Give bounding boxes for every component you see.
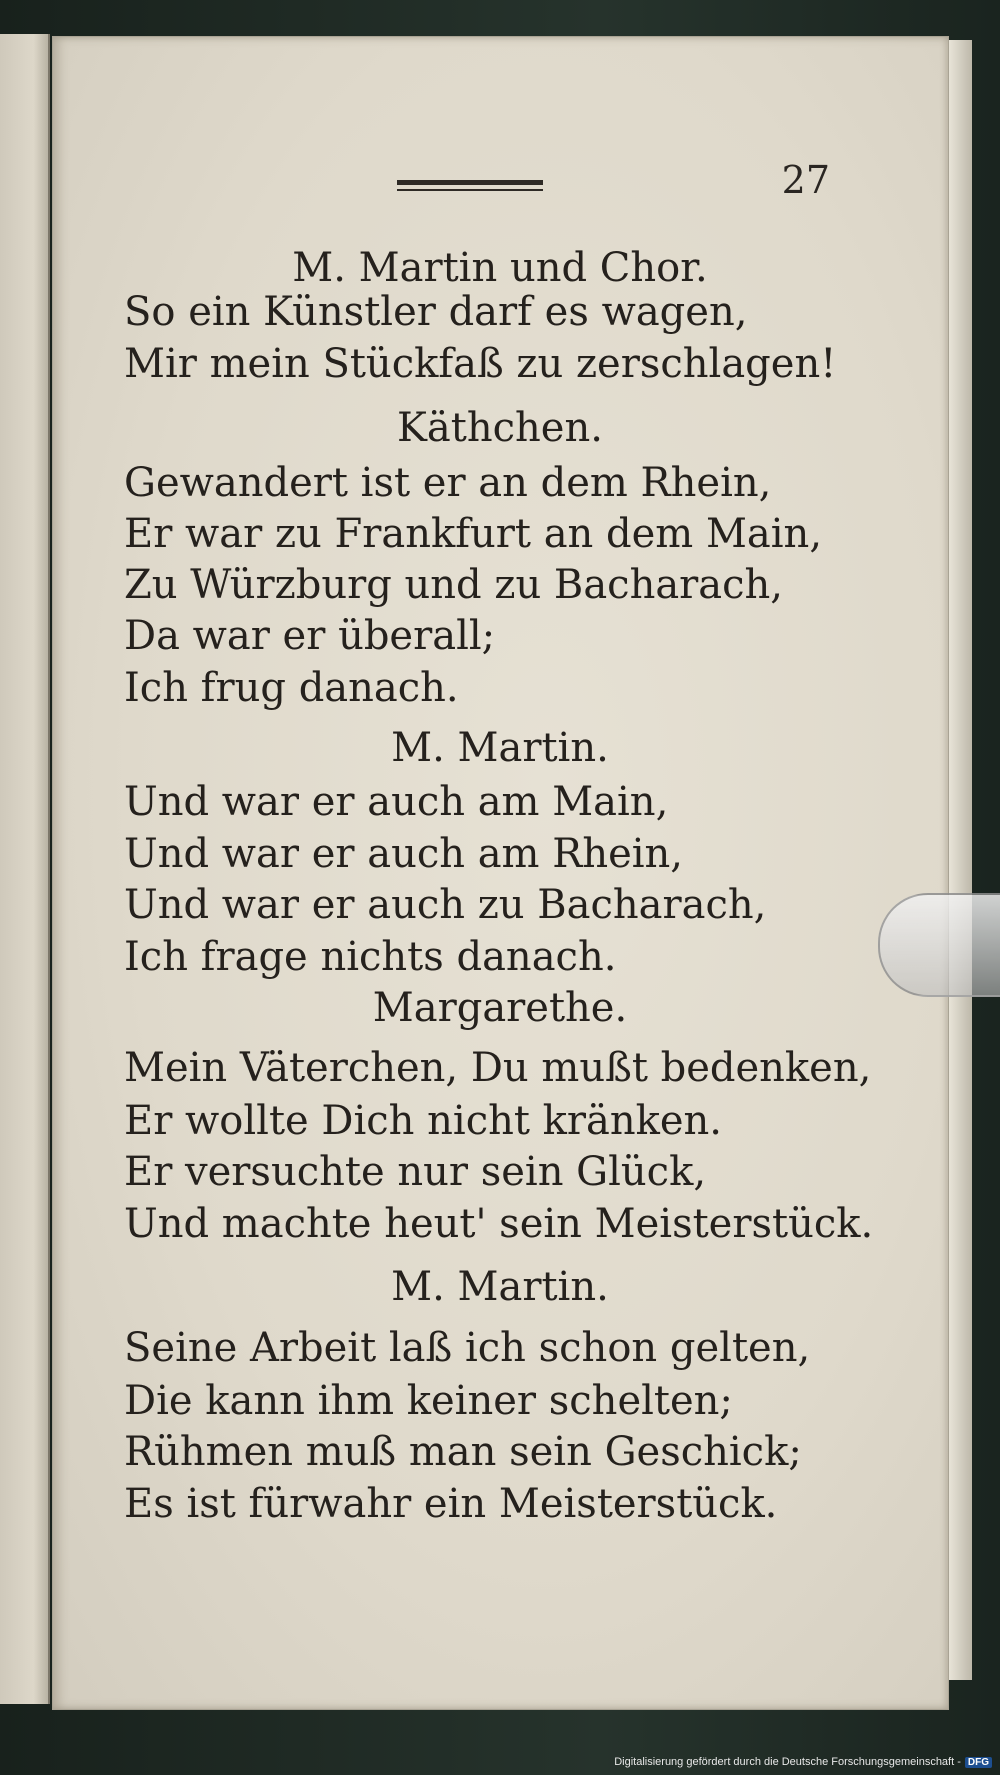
- credit-text: Digitalisierung gefördert durch die Deutsche Forschungsgemeinschaft -: [614, 1756, 961, 1768]
- verse-line: Er war zu Frankfurt an dem Main,: [124, 511, 823, 557]
- page-number: 27: [781, 158, 830, 202]
- speaker-heading: Käthchen.: [397, 405, 603, 451]
- verse-line: Und war er auch am Main,: [124, 779, 669, 825]
- verse-line: Da war er überall;: [124, 613, 496, 659]
- verse-line: Er wollte Dich nicht kränken.: [124, 1098, 723, 1144]
- verse-line: So ein Künstler darf es wagen,: [124, 289, 748, 335]
- page-clip: [878, 893, 1000, 997]
- verse-line: Und war er auch zu Bacharach,: [124, 882, 767, 928]
- verse-line: Er versuchte nur sein Glück,: [124, 1149, 707, 1195]
- header-rule: [397, 180, 543, 191]
- verse-line: Gewandert ist er an dem Rhein,: [124, 460, 772, 506]
- verse-line: Mir mein Stückfaß zu zerschlagen!: [124, 341, 837, 387]
- verse-line: Es ist fürwahr ein Meisterstück.: [124, 1481, 778, 1527]
- verse-line: Mein Väterchen, Du mußt bedenken,: [124, 1045, 872, 1091]
- verse-line: Die kann ihm keiner schelten;: [124, 1378, 733, 1424]
- speaker-heading: M. Martin und Chor.: [292, 245, 708, 291]
- verse-line: Und war er auch am Rhein,: [124, 831, 684, 877]
- verse-line: Seine Arbeit laß ich schon gelten,: [124, 1325, 811, 1371]
- dfg-logo: DFG: [965, 1757, 992, 1768]
- verse-line: Ich frug danach.: [124, 665, 459, 711]
- speaker-heading: M. Martin.: [391, 725, 609, 771]
- speaker-heading: Margarethe.: [372, 985, 628, 1031]
- verse-line: Ich frage nichts danach.: [124, 934, 617, 980]
- verse-line: Und machte heut' sein Meisterstück.: [124, 1201, 874, 1247]
- verse-line: Zu Würzburg und zu Bacharach,: [124, 562, 784, 608]
- verse-line: Rühmen muß man sein Geschick;: [124, 1429, 802, 1475]
- digitization-credit: [614, 1756, 992, 1768]
- speaker-heading: M. Martin.: [391, 1264, 609, 1310]
